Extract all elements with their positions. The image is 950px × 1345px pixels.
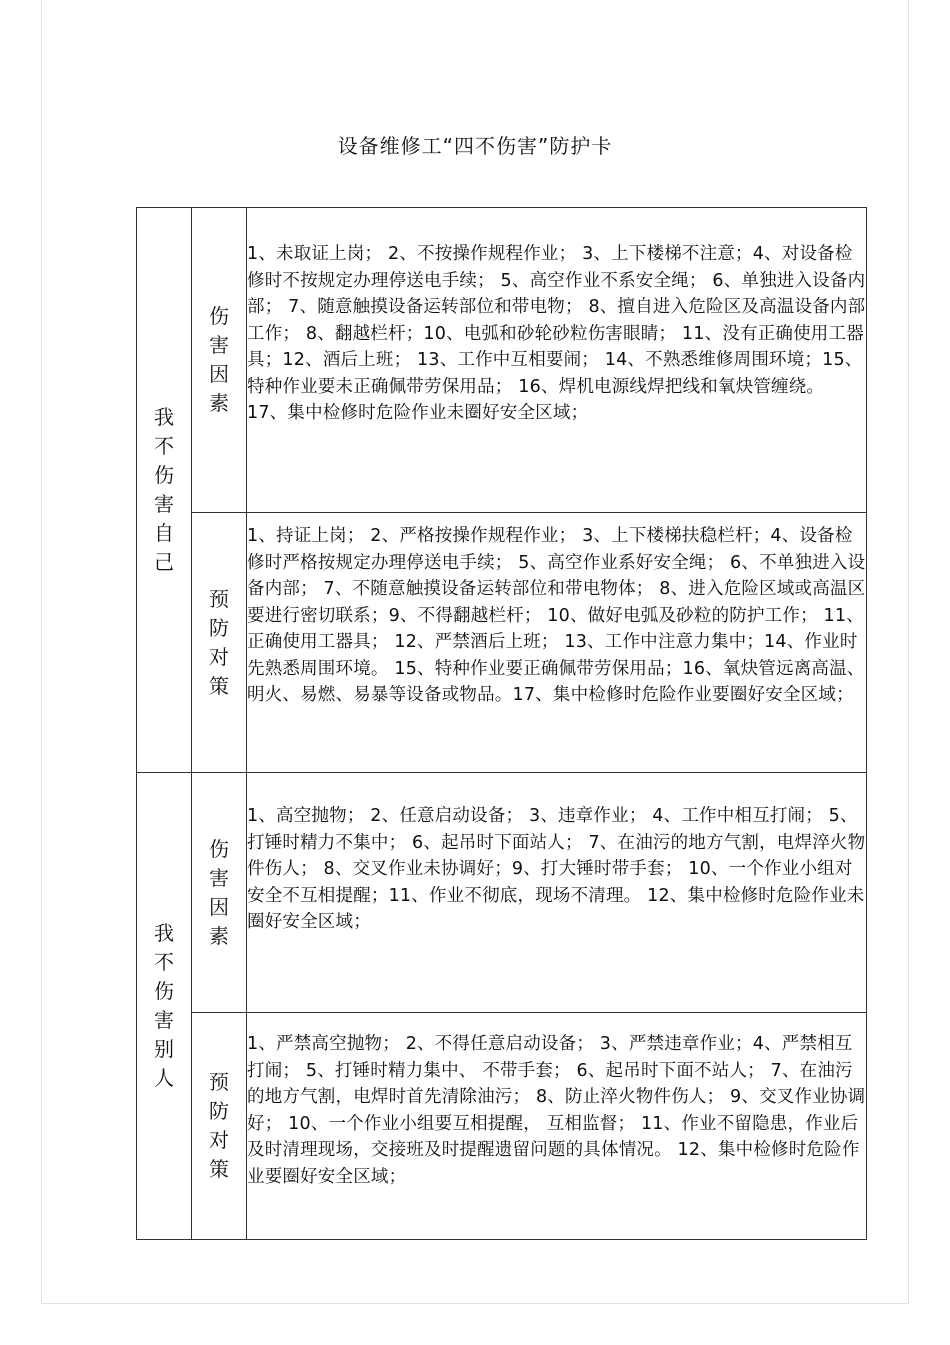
table-row	[137, 1013, 867, 1240]
category-label: 伤害因素	[209, 304, 229, 415]
measure-text: 1、持证上岗； 2、严格按操作规程作业； 3、上下楼梯扶稳栏杆；4、设备检修时严格按规定办理停送电手续； 5、高空作业系好安全绳； 6、不单独进入设备内部； 7、不随意触摸设备运转部位和带电物体； 8、进入危险区域或高温区要进行密切联系；9、不得翻越栏杆； 10、做好电弧及砂粒的防护工作； 11、正确使用工器具； 12、严禁酒后上班； 13、工作中注意力集中；14、作业时先熟悉周围环境。 15、特种作业要正确佩带劳保用品；16、氧炔管远离高温、明火、易燃、易暴等设备或物品。17、集中检修时危险作业要圈好安全区域；	[247, 526, 866, 705]
content-cell	[247, 208, 867, 513]
content-cell	[247, 513, 867, 773]
section-label-cell	[137, 208, 192, 773]
category-cell	[192, 208, 247, 513]
section-label: 我不伤害别人	[154, 921, 174, 1090]
content-cell	[247, 773, 867, 1013]
section-label: 我不伤害自己	[154, 405, 174, 574]
category-label: 伤害因素	[209, 836, 229, 948]
measure-text: 1、严禁高空抛物； 2、不得任意启动设备； 3、严禁违章作业；4、严禁相互打闹； 5、打锤时精力集中、 不带手套； 6、起吊时下面不站人； 7、在油污的地方气割，电焊时首先清除油污； 8、防止淬火物件伤人； 9、交叉作业协调好； 10、一个作业小组要互相提醒， 互相监督； 11、作业不留隐患，作业后及时清理现场，交接班及时提醒遗留问题的具体情况。 12、集中检修时危险作业要圈好安全区域；	[247, 1034, 866, 1187]
content-cell	[247, 1013, 867, 1240]
category-cell	[192, 1013, 247, 1240]
section-label-cell	[137, 773, 192, 1240]
category-cell	[192, 513, 247, 773]
protection-card-table	[136, 207, 867, 1240]
table-row	[137, 513, 867, 773]
hazard-text: 1、未取证上岗； 2、不按操作规程作业； 3、上下楼梯不注意；4、对设备检修时不按规定办理停送电手续； 5、高空作业不系安全绳； 6、单独进入设备内部； 7、随意触摸设备运转部位和带电物； 8、擅自进入危险区及高温设备内部工作； 8、翻越栏杆；10、电弧和砂轮砂粒伤害眼睛； 11、没有正确使用工器具；12、酒后上班； 13、工作中互相要闹； 14、不熟悉维修周围环境；15、特种作业要未正确佩带劳保用品； 16、焊机电源线焊把线和氧炔管缠绕。 17、集中检修时危险作业未圈好安全区域；	[247, 244, 866, 423]
hazard-text: 1、高空抛物； 2、任意启动设备； 3、违章作业； 4、工作中相互打闹； 5、打锤时精力不集中； 6、起吊时下面站人； 7、在油污的地方气割，电焊淬火物件伤人； 8、交叉作业未协调好；9、打大锤时带手套； 10、一个作业小组对安全不互相提醒；11、作业不彻底，现场不清理。 12、集中检修时危险作业未圈好安全区域；	[247, 806, 866, 932]
category-label: 预防对策	[209, 586, 229, 698]
table-row	[137, 773, 867, 1013]
category-label: 预防对策	[209, 1070, 229, 1181]
table-row	[137, 208, 867, 513]
category-cell	[192, 773, 247, 1013]
page-title: 设备维修工“四不伤害”防护卡	[337, 134, 613, 158]
